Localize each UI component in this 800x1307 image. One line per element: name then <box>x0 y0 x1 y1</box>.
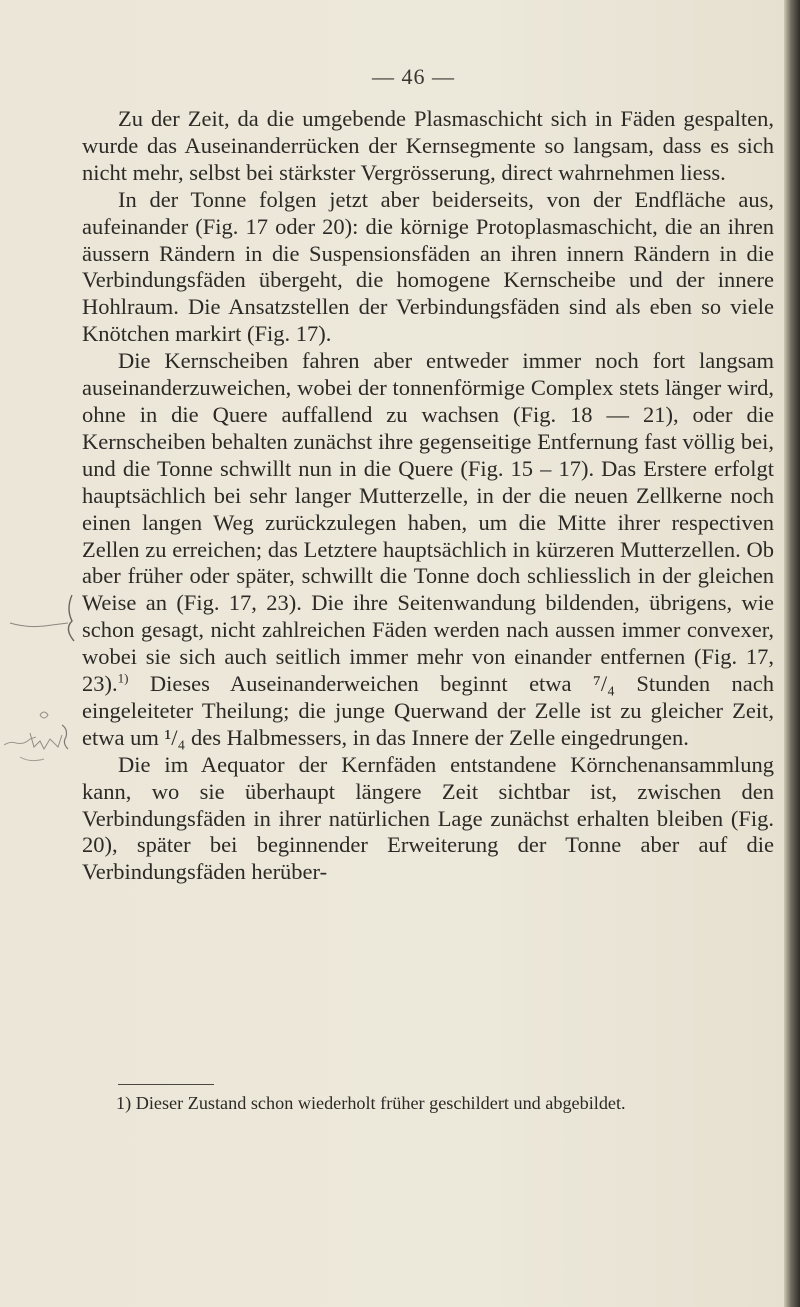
margin-bracket-mark <box>0 585 82 645</box>
paragraph-3-part-d: des Halbmessers, in das Innere der Zelle eingedrungen. <box>185 724 689 750</box>
footnote-divider <box>118 1084 214 1085</box>
fraction-one-quarter: ¹/₄ <box>164 724 186 750</box>
paragraph-3-part-c: Stunden nach eingeleiteter Theilung; die junge Querwand der Zelle ist zu gleicher Zeit, etwa um <box>82 671 774 750</box>
footnote-reference: 1) <box>117 670 129 686</box>
body-text <box>82 106 774 886</box>
paragraph-3 <box>82 348 774 752</box>
paragraph-3-part-a: Die Kernscheiben fahren aber entweder immer noch fort langsam auseinanderzuweichen, wobei der tonnenförmige Complex stets länger wird, ohne in die Quere auffallend zu wachsen (Fig. 18 — 21), oder die Kernscheiben behalten zunächst ihre gegenseitige Entfernung fast völlig bei, und die Tonne schwillt nun in die Quere (Fig. 15 – 17). Das Erstere erfolgt hauptsächlich bei sehr langer Mutterzelle, in der die neuen Zellkerne noch einen langen Weg zurückzulegen haben, um die Mitte ihrer respectiven Zellen zu erreichen; das Letztere hauptsächlich in kürzeren Mutterzellen. Ob aber früher oder später, schwillt die Tonne doch schliesslich in der gleichen Weise an (Fig. 17, 23). Die ihre Seitenwandung bildenden, übrigens, wie schon gesagt, nicht zahlreichen Fäden werden nach aussen immer convexer, wobei sie sich auch seitlich immer mehr von einander entfernen (Fig. 17, 23). <box>82 348 774 697</box>
page-number: — 46 — <box>372 64 455 89</box>
paragraph-1: Zu der Zeit, da die umgebende Plasmaschicht sich in Fäden gespalten, wurde das Auseinanderrücken der Kernsegmente so langsam, dass es sich nicht mehr, selbst bei stärkster Vergrösserung, direct wahrnehmen liess. <box>82 106 774 185</box>
footnote: 1) Dieser Zustand schon wiederholt früher geschildert und abgebildet. <box>116 1093 626 1113</box>
paragraph-2: In der Tonne folgen jetzt aber beiderseits, von der Endfläche aus, aufeinander (Fig. 17 oder 20): die körnige Protoplasmaschicht, die an ihren äussern Rändern in die Suspensionsfäden an ihren innern Rändern in die Verbindungsfäden übergeht, die homogene Kernscheibe und der innere Hohlraum. Die Ansatzstellen der Verbindungsfäden sind als eben so viele Knötchen markirt (Fig. 17). <box>82 186 774 347</box>
page-edge-shadow <box>784 0 800 1307</box>
paragraph-4: Die im Aequator der Kernfäden entstandene Körnchenansammlung kann, wo sie überhaupt längere Zeit sichtbar ist, zwischen den Verbindungsfäden in ihrer natürlichen Lage zunächst erhalten bleiben (Fig. 20), später bei beginnender Erweiterung der Tonne aber auf die Verbindungsfäden herüber- <box>82 751 774 885</box>
margin-scribble-mark <box>0 705 82 775</box>
fraction-seven-quarters: ⁷/₄ <box>592 671 615 697</box>
paragraph-3-part-b: Dieses Auseinanderweichen beginnt etwa <box>128 671 593 697</box>
